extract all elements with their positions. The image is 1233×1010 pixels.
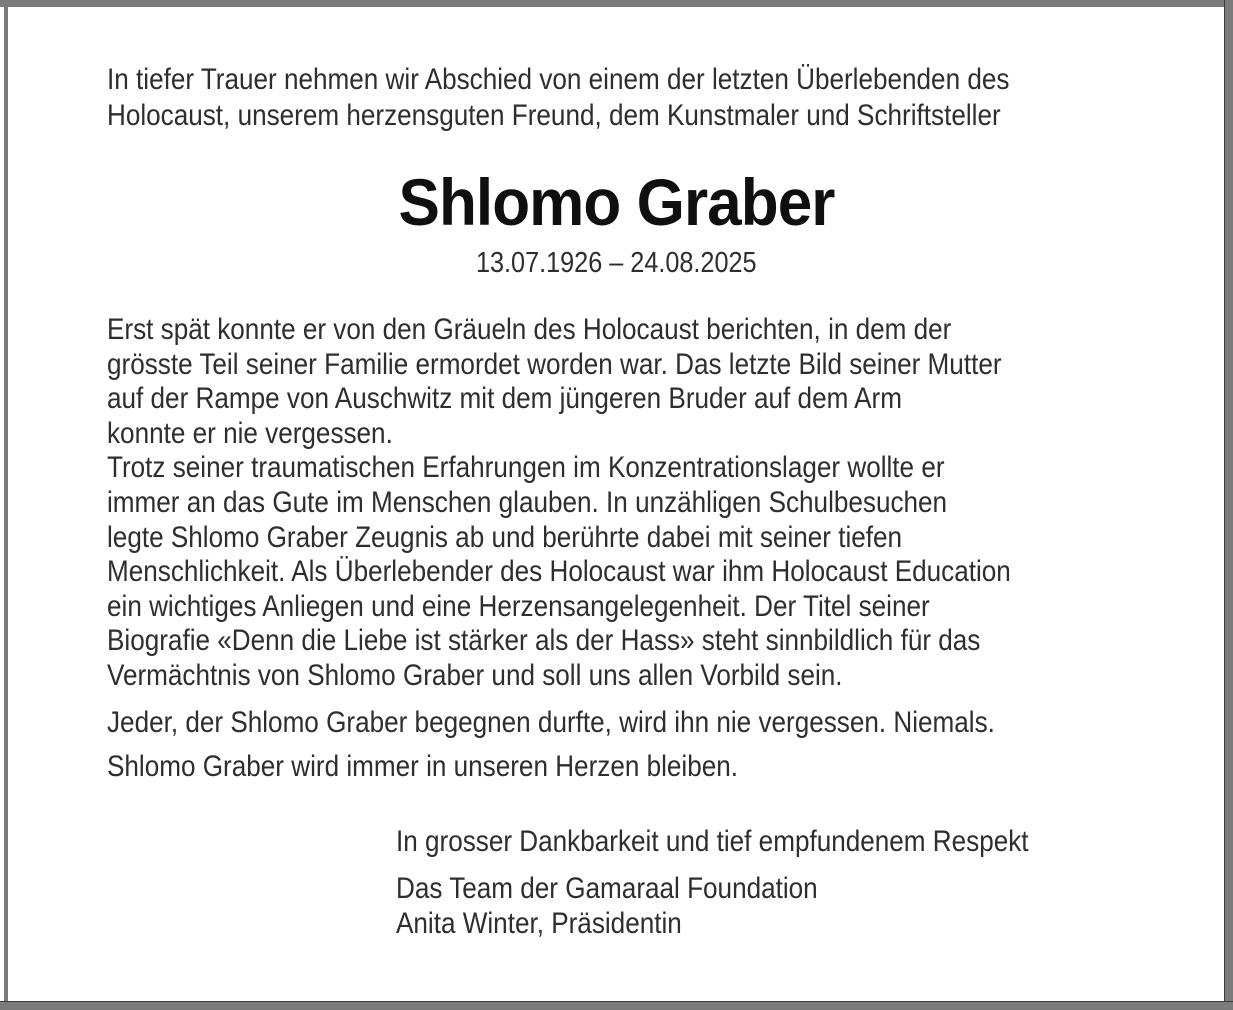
body-line-7: legte Shlomo Graber Zeugnis ab und berührte dabei mit seiner tiefen (107, 520, 903, 554)
intro-line-2: Holocaust, unserem herzensguten Freund, dem Kunstmaler und Schriftsteller (107, 99, 1001, 132)
body-line-11: Vermächtnis von Shlomo Graber und soll uns allen Vorbild sein. (107, 658, 843, 692)
life-dates-text: 13.07.1926 – 24.08.2025 (476, 247, 757, 279)
closing-respect-line: In grosser Dankbarkeit und tief empfundenem Respekt (396, 825, 1029, 858)
intro-line-1: In tiefer Trauer nehmen wir Abschied von einem der letzten Überlebenden des (107, 63, 1010, 96)
intro-text (107, 62, 1009, 134)
signature-president-line: Anita Winter, Präsidentin (396, 906, 682, 940)
frame-left-border (4, 7, 8, 1001)
life-dates (0, 246, 1233, 280)
body-line-5: Trotz seiner traumatischen Erfahrungen im Konzentrationslager wollte er (107, 451, 945, 485)
body-line-1: Erst spät konnte er von den Gräueln des Holocaust berichten, in dem der (107, 313, 952, 346)
signature-team-line: Das Team der Gamaraal Foundation (396, 872, 818, 905)
body-line-6: immer an das Gute im Menschen glauben. In unzähligen Schulbesuchen (107, 485, 948, 519)
body-line-4: konnte er nie vergessen. (107, 416, 393, 450)
body-line-3: auf der Rampe von Auschwitz mit dem jüngeren Bruder auf dem Arm (107, 382, 902, 416)
tribute-line-1: Jeder, der Shlomo Graber begegnen durfte, wird ihn nie vergessen. Niemals. (107, 706, 995, 739)
deceased-name: Shlomo Graber (398, 165, 835, 239)
body-line-10: Biografie «Denn die Liebe ist stärker als der Hass» steht sinnbildlich für das (107, 624, 981, 658)
body-line-2: grösste Teil seiner Familie ermordet worden war. Das letzte Bild seiner Mutter (107, 347, 1002, 381)
obituary-body (107, 313, 1011, 694)
frame-top-border (0, 0, 1233, 7)
closing-signature (396, 872, 818, 941)
frame-right-border (1224, 0, 1233, 1010)
body-line-9: ein wichtiges Anliegen und eine Herzensangelegenheit. Der Titel seiner (107, 589, 930, 623)
frame-bottom-border (0, 1001, 1233, 1010)
body-line-8: Menschlichkeit. Als Überlebender des Holocaust war ihm Holocaust Education (107, 555, 1011, 589)
tribute-line-2: Shlomo Graber wird immer in unseren Herzen bleiben. (107, 750, 739, 783)
